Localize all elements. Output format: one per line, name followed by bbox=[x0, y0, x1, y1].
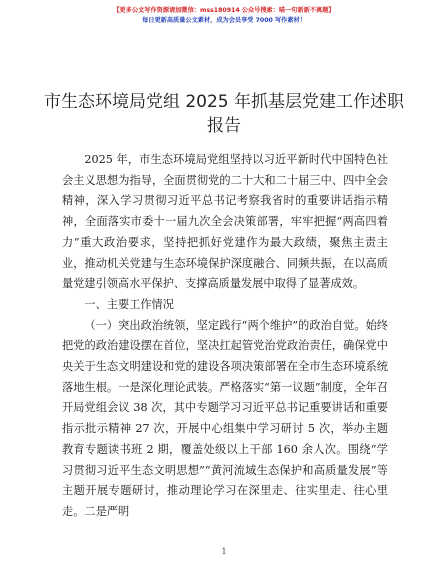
document-title: 市生态环境局党组 2025 年抓基层党建工作述职报告 bbox=[43, 92, 405, 136]
promo-banner-line2: 每日更新高质量公文素材，成为会员享受 7000 写作素材！ bbox=[142, 17, 306, 24]
section-heading: 一、主要工作情况 bbox=[84, 297, 174, 311]
body-paragraph: 2025 年，市生态环境局党组坚持以习近平新时代中国特色社会主义思想为指导，全面贯彻党的二十大和二十届三中、四中全会精神，深入学习贯彻习近平总书记考察我省时的重要讲话指示精神，全面落实市委十一届九次全会决策部署，牢牢把握“两高四着力”重大政治要求，坚持把抓好党建作为最大政绩，聚焦主责主业，推动机关党建与生态环境保护深度融合、同频共振，在以高质量党建引领高水平保护、支撑高质量发展中取得了显著成效。 bbox=[62, 153, 388, 291]
body-paragraph: （一）突出政治统领，坚定践行“两个维护”的政治自觉。始终把党的政治建设摆在首位，坚决扛起管党治党政治责任，确保党中央关于生态文明建设和党的建设各项决策部署在全市生态环境系统落地生根。一是深化理论武装。严格落实“第一议题”制度，全年召开局党组会议 38 次，其中专题学习习近平总书记重要讲话和重要指示批示精神 27 次，开展中心组集中学习研讨 5 次，举办主题教育专题读书班 2 期，覆盖处级以上干部 160 余人次。围绕“学习贯彻习近平生态文明思想”“黄河流域生态保护和高质量发展”等主题开展专题研讨，推动理论学习在深里走、往实里走、往心里走。二是严明 bbox=[62, 318, 388, 518]
document-body bbox=[62, 150, 388, 523]
promo-banner-line1: 【更多公文写作资源请加微信：mss180914 公众号搜索：喵一句新新不离题】 bbox=[113, 7, 335, 14]
promo-banner bbox=[0, 6, 448, 26]
page-number: 1 bbox=[221, 547, 227, 556]
